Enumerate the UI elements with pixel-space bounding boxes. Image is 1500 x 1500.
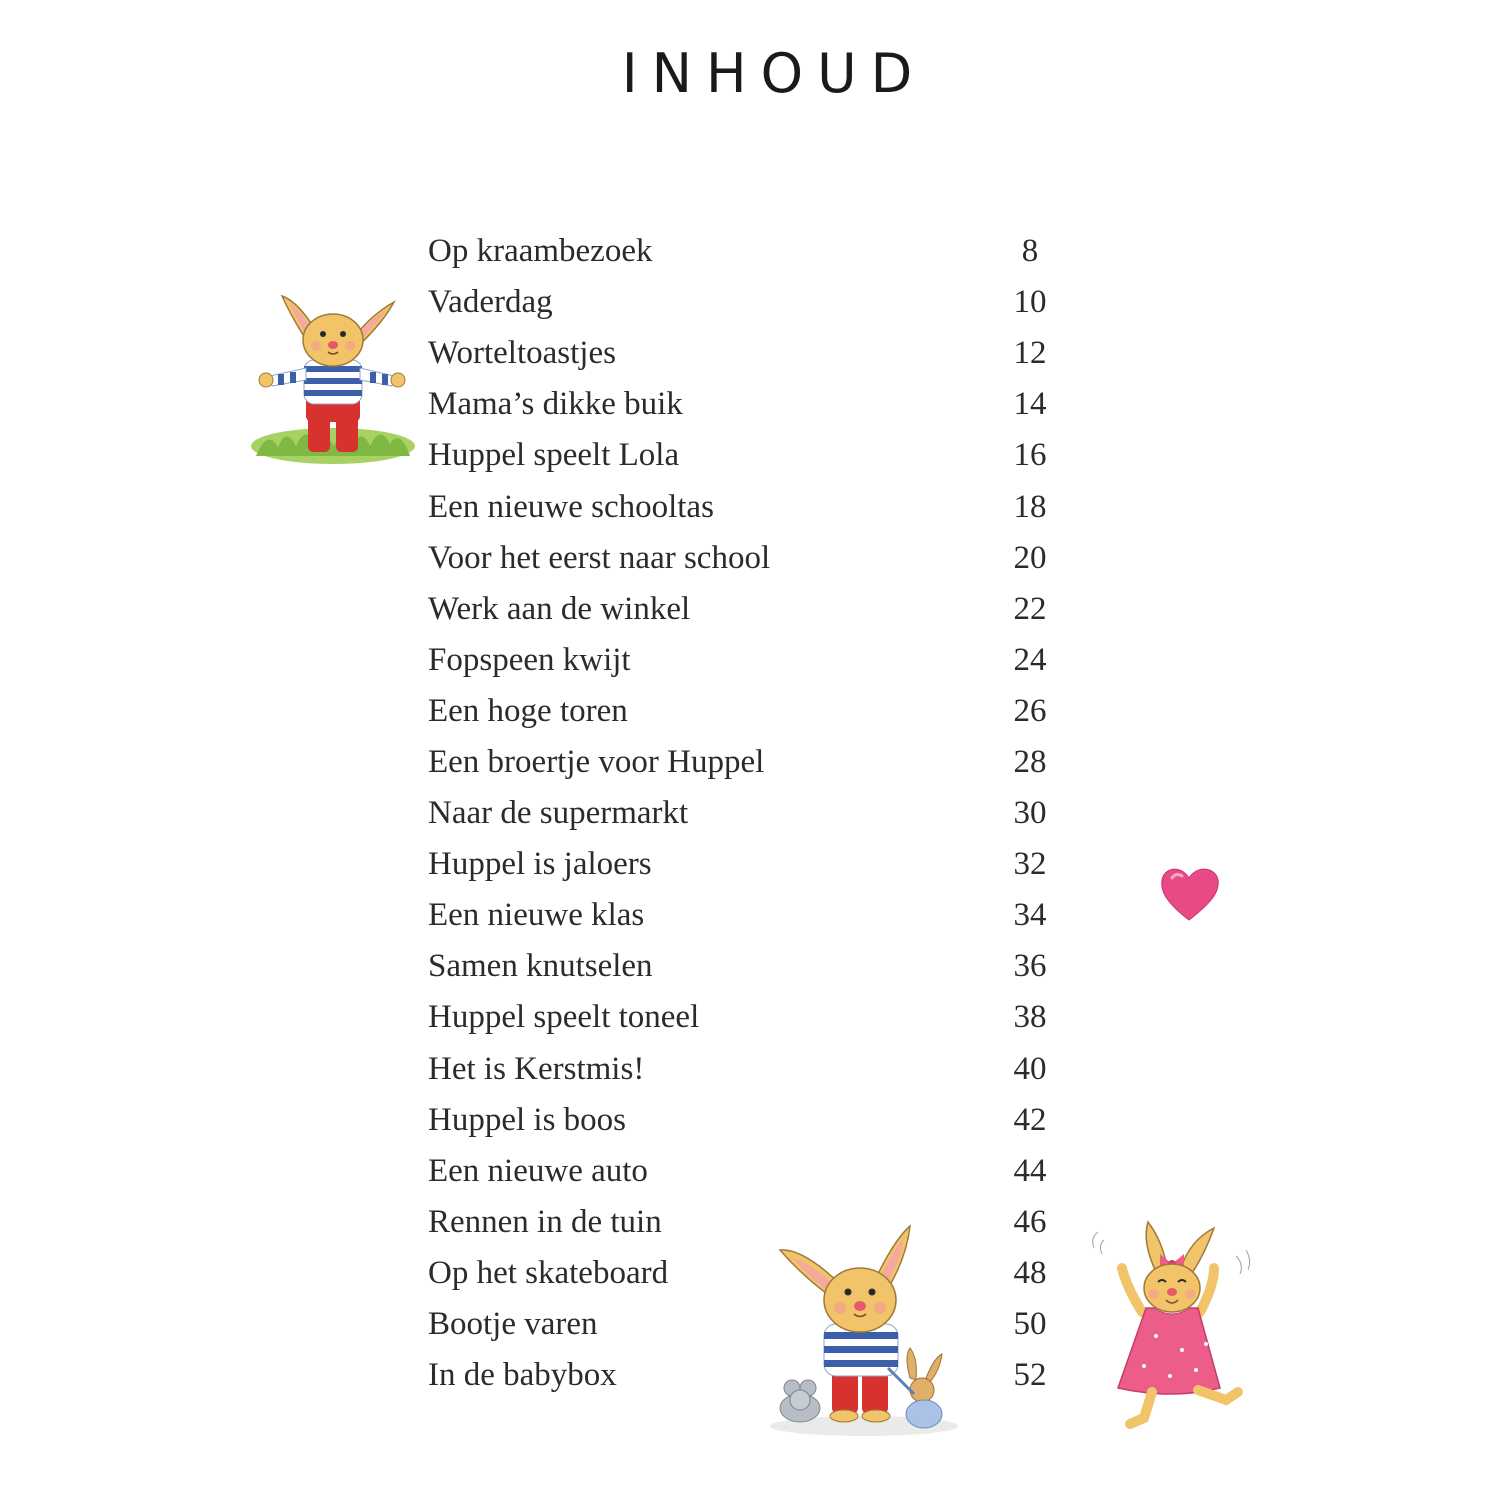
toc-entry-title: Een broertje voor Huppel	[428, 743, 765, 780]
toc-entry	[428, 992, 1060, 1043]
toc-entry	[428, 379, 1060, 430]
toc-entry-title: Op het skateboard	[428, 1254, 669, 1291]
toc-entry-page-number: 50	[1013, 1306, 1047, 1343]
toc-entry-page-number: 18	[1013, 488, 1047, 525]
toc-entry-title: Fopspeen kwijt	[428, 641, 631, 678]
toc-entry-title: Op kraambezoek	[428, 233, 653, 270]
toc-entry-page-number: 34	[1013, 897, 1047, 934]
toc-entry-title: Werk aan de winkel	[428, 590, 691, 627]
toc-entry	[428, 941, 1060, 992]
toc-entry	[428, 635, 1060, 686]
toc-entry	[428, 1350, 1060, 1401]
toc-entry-title: Naar de supermarkt	[428, 795, 689, 832]
toc-entry-page-number: 12	[1013, 335, 1047, 372]
toc-entry	[428, 277, 1060, 328]
toc-entry-page-number: 28	[1013, 743, 1047, 780]
page-title: INHOUD	[621, 42, 927, 105]
toc-entry	[428, 737, 1060, 788]
toc-entry	[428, 686, 1060, 737]
toc-entry-title: Worteltoastjes	[428, 335, 616, 372]
toc-entry-page-number: 16	[1013, 437, 1047, 474]
toc-entry	[428, 1197, 1060, 1248]
toc-entry-page-number: 26	[1013, 692, 1047, 729]
toc-entry-page-number: 42	[1013, 1101, 1047, 1138]
toc-entry-title: Het is Kerstmis!	[428, 1050, 645, 1087]
heart-illustration	[1158, 862, 1220, 924]
toc-entry-page-number: 52	[1013, 1357, 1047, 1394]
toc-entry-page-number: 36	[1013, 948, 1047, 985]
toc-entry-title: Samen knutselen	[428, 948, 653, 985]
toc-entry	[428, 1248, 1060, 1299]
toc-entry-title: Vaderdag	[428, 284, 553, 321]
toc-entry	[428, 430, 1060, 481]
table-of-contents	[428, 226, 1060, 1401]
toc-entry-page-number: 8	[1021, 233, 1039, 270]
toc-entry	[428, 481, 1060, 532]
toc-entry	[428, 1044, 1060, 1095]
toc-entry-page-number: 32	[1013, 846, 1047, 883]
toc-entry	[428, 533, 1060, 584]
toc-entry-page-number: 40	[1013, 1050, 1047, 1087]
toc-entry	[428, 788, 1060, 839]
toc-entry-page-number: 14	[1013, 386, 1047, 423]
toc-entry	[428, 226, 1060, 277]
toc-entry-page-number: 30	[1013, 795, 1047, 832]
toc-entry	[428, 1299, 1060, 1350]
toc-entry-title: Een nieuwe auto	[428, 1152, 648, 1189]
bunny-boy-with-toys-illustration	[764, 1218, 964, 1440]
bunny-girl-dancing-illustration	[1086, 1216, 1254, 1432]
toc-entry	[428, 839, 1060, 890]
toc-entry	[428, 1146, 1060, 1197]
toc-entry-title: Rennen in de tuin	[428, 1203, 662, 1240]
toc-entry-page-number: 22	[1013, 590, 1047, 627]
toc-entry-title: Huppel is jaloers	[428, 846, 652, 883]
toc-entry-title: Een nieuwe klas	[428, 897, 645, 934]
toc-entry	[428, 584, 1060, 635]
toc-entry-title: Huppel speelt toneel	[428, 999, 700, 1036]
toc-entry-page-number: 46	[1013, 1203, 1047, 1240]
toc-entry-title: Mama’s dikke buik	[428, 386, 683, 423]
toc-entry-title: In de babybox	[428, 1357, 617, 1394]
toc-entry-page-number: 48	[1013, 1254, 1047, 1291]
toc-entry-page-number: 20	[1013, 539, 1047, 576]
toc-entry	[428, 328, 1060, 379]
toc-entry-page-number: 24	[1013, 641, 1047, 678]
bunny-boy-on-grass-illustration	[248, 288, 418, 468]
toc-entry	[428, 890, 1060, 941]
toc-entry-title: Huppel is boos	[428, 1101, 626, 1138]
toc-entry-page-number: 10	[1013, 284, 1047, 321]
toc-entry-title: Een nieuwe schooltas	[428, 488, 714, 525]
toc-entry-page-number: 38	[1013, 999, 1047, 1036]
toc-entry-title: Voor het eerst naar school	[428, 539, 771, 576]
toc-entry-page-number: 44	[1013, 1152, 1047, 1189]
toc-entry-title: Een hoge toren	[428, 692, 628, 729]
toc-entry-title: Huppel speelt Lola	[428, 437, 680, 474]
toc-entry	[428, 1095, 1060, 1146]
toc-entry-title: Bootje varen	[428, 1306, 598, 1343]
